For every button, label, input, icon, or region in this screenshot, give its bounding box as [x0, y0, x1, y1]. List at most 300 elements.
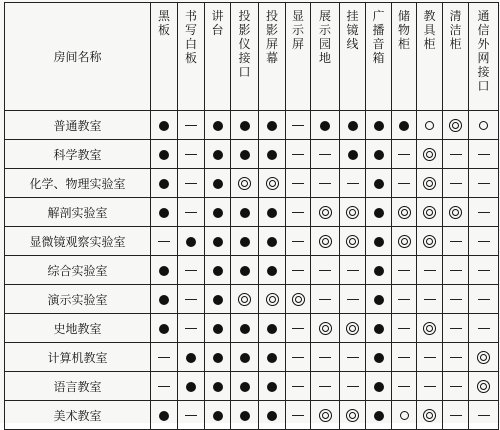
dash-mark-icon: [292, 154, 304, 155]
dash-mark-icon: [478, 183, 490, 184]
filled-mark-icon: [159, 179, 169, 189]
table-cell: [417, 227, 443, 256]
filled-mark-icon: [186, 382, 196, 392]
table-cell: [469, 285, 499, 314]
table-cell: [340, 401, 366, 430]
table-cell: [259, 314, 286, 343]
table-cell: [366, 111, 392, 140]
dash-mark-icon: [450, 386, 462, 387]
table-cell: [178, 256, 205, 285]
room-name: 化学、物理实验室: [5, 169, 151, 198]
double-mark-icon: [477, 380, 490, 393]
table-cell: [392, 343, 417, 372]
double-mark-icon: [449, 119, 462, 132]
dash-mark-icon: [450, 299, 462, 300]
dash-mark-icon: [478, 241, 490, 242]
table-row: [5, 372, 499, 401]
column-header: [366, 3, 392, 111]
dash-mark-icon: [158, 241, 170, 242]
table-cell: [151, 372, 178, 401]
table-cell: [259, 401, 286, 430]
table-cell: [311, 314, 340, 343]
table-cell: [178, 343, 205, 372]
dash-mark-icon: [185, 270, 197, 271]
filled-mark-icon: [267, 353, 277, 363]
dash-mark-icon: [185, 183, 197, 184]
dash-mark-icon: [398, 386, 410, 387]
table-row: [5, 111, 499, 140]
filled-mark-icon: [267, 324, 277, 334]
table-cell: [151, 140, 178, 169]
table-cell: [392, 227, 417, 256]
table-cell: [340, 227, 366, 256]
filled-mark-icon: [374, 179, 384, 189]
filled-mark-icon: [267, 121, 277, 131]
table-cell: [231, 285, 259, 314]
filled-mark-icon: [240, 121, 250, 131]
table-cell: [366, 314, 392, 343]
table-cell: [392, 372, 417, 401]
table-cell: [205, 343, 231, 372]
table-cell: [205, 169, 231, 198]
column-header: [311, 3, 340, 111]
table-cell: [340, 285, 366, 314]
filled-mark-icon: [399, 121, 409, 131]
table-cell: [469, 140, 499, 169]
filled-mark-icon: [240, 150, 250, 160]
double-mark-icon: [266, 177, 279, 190]
column-header-label: 显示屏: [291, 9, 304, 51]
table-cell: [231, 140, 259, 169]
filled-mark-icon: [374, 121, 384, 131]
dash-mark-icon: [478, 154, 490, 155]
room-name: 计算机教室: [5, 343, 151, 372]
filled-mark-icon: [159, 266, 169, 276]
double-mark-icon: [319, 322, 332, 335]
table-cell: [231, 198, 259, 227]
room-name: 史地教室: [5, 314, 151, 343]
table-cell: [392, 111, 417, 140]
table-row: [5, 198, 499, 227]
dash-mark-icon: [450, 183, 462, 184]
table-cell: [443, 227, 469, 256]
filled-mark-icon: [213, 353, 223, 363]
dash-mark-icon: [450, 415, 462, 416]
dash-mark-icon: [347, 357, 359, 358]
table-cell: [443, 372, 469, 401]
table-cell: [259, 169, 286, 198]
table-cell: [469, 111, 499, 140]
filled-mark-icon: [267, 208, 277, 218]
table-cell: [259, 227, 286, 256]
table-row: [5, 285, 499, 314]
filled-mark-icon: [267, 237, 277, 247]
table-cell: [231, 372, 259, 401]
table-cell: [311, 227, 340, 256]
filled-mark-icon: [213, 179, 223, 189]
table-row: [5, 256, 499, 285]
dash-mark-icon: [292, 241, 304, 242]
table-cell: [286, 140, 311, 169]
table-cell: [392, 198, 417, 227]
double-mark-icon: [266, 293, 279, 306]
table-cell: [417, 140, 443, 169]
double-mark-icon: [346, 322, 359, 335]
table-cell: [231, 314, 259, 343]
filled-mark-icon: [213, 237, 223, 247]
table-cell: [311, 372, 340, 401]
table-cell: [340, 372, 366, 401]
filled-mark-icon: [240, 237, 250, 247]
table-cell: [340, 314, 366, 343]
empty-mark-icon: [425, 121, 434, 130]
filled-mark-icon: [213, 208, 223, 218]
table-cell: [340, 169, 366, 198]
filled-mark-icon: [213, 295, 223, 305]
table-cell: [205, 314, 231, 343]
room-name: 普通教室: [5, 111, 151, 140]
dash-mark-icon: [292, 357, 304, 358]
table-cell: [469, 343, 499, 372]
table-cell: [311, 401, 340, 430]
column-header-label: 挂镜线: [346, 9, 359, 51]
table-cell: [469, 372, 499, 401]
column-header: [286, 3, 311, 111]
room-name: 综合实验室: [5, 256, 151, 285]
table-cell: [151, 285, 178, 314]
room-name: 美术教室: [5, 401, 151, 430]
column-header: [259, 3, 286, 111]
dash-mark-icon: [450, 241, 462, 242]
column-header-label: 投影屏幕: [265, 9, 278, 65]
table-cell: [417, 343, 443, 372]
table-cell: [417, 256, 443, 285]
room-name: 科学教室: [5, 140, 151, 169]
column-header: [151, 3, 178, 111]
table-cell: [417, 372, 443, 401]
table-cell: [286, 227, 311, 256]
column-header: [178, 3, 205, 111]
filled-mark-icon: [213, 150, 223, 160]
dash-mark-icon: [450, 154, 462, 155]
dash-mark-icon: [347, 386, 359, 387]
dash-mark-icon: [347, 270, 359, 271]
filled-mark-icon: [374, 353, 384, 363]
filled-mark-icon: [267, 411, 277, 421]
double-mark-icon: [423, 322, 436, 335]
double-mark-icon: [398, 235, 411, 248]
filled-mark-icon: [374, 324, 384, 334]
table-cell: [311, 111, 340, 140]
dash-mark-icon: [158, 357, 170, 358]
empty-mark-icon: [479, 121, 488, 130]
table-cell: [443, 343, 469, 372]
table-cell: [469, 314, 499, 343]
dash-mark-icon: [319, 154, 331, 155]
table-cell: [366, 198, 392, 227]
filled-mark-icon: [374, 150, 384, 160]
dash-mark-icon: [292, 386, 304, 387]
double-mark-icon: [423, 235, 436, 248]
column-header: [231, 3, 259, 111]
table-cell: [311, 169, 340, 198]
double-mark-icon: [319, 235, 332, 248]
filled-mark-icon: [267, 266, 277, 276]
table-cell: [340, 256, 366, 285]
table-cell: [259, 198, 286, 227]
dash-mark-icon: [185, 299, 197, 300]
table-cell: [205, 256, 231, 285]
table-cell: [286, 314, 311, 343]
table-cell: [151, 314, 178, 343]
table-row: [5, 343, 499, 372]
table-cell: [311, 285, 340, 314]
column-header: [340, 3, 366, 111]
room-name: 语言教室: [5, 372, 151, 401]
column-header: [469, 3, 499, 111]
double-mark-icon: [319, 409, 332, 422]
table-cell: [178, 285, 205, 314]
dash-mark-icon: [185, 328, 197, 329]
table-cell: [205, 227, 231, 256]
table-cell: [392, 140, 417, 169]
column-header: [443, 3, 469, 111]
dash-mark-icon: [450, 270, 462, 271]
dash-mark-icon: [292, 328, 304, 329]
table-cell: [178, 401, 205, 430]
dash-mark-icon: [292, 125, 304, 126]
table-cell: [205, 140, 231, 169]
dash-mark-icon: [398, 328, 410, 329]
table-cell: [443, 314, 469, 343]
room-name: 演示实验室: [5, 285, 151, 314]
filled-mark-icon: [159, 121, 169, 131]
table-cell: [311, 140, 340, 169]
dash-mark-icon: [185, 415, 197, 416]
column-header-label: 书写白板: [184, 9, 197, 65]
filled-mark-icon: [186, 237, 196, 247]
filled-mark-icon: [240, 382, 250, 392]
room-name: 解剖实验室: [5, 198, 151, 227]
table-cell: [259, 140, 286, 169]
column-header-label: 展示园地: [318, 9, 331, 65]
dash-mark-icon: [185, 154, 197, 155]
table-cell: [366, 285, 392, 314]
column-header-label: 讲台: [211, 9, 224, 37]
filled-mark-icon: [374, 237, 384, 247]
table-cell: [417, 169, 443, 198]
table-cell: [286, 198, 311, 227]
table-cell: [417, 285, 443, 314]
dash-mark-icon: [424, 299, 436, 300]
table-cell: [417, 111, 443, 140]
table-cell: [469, 227, 499, 256]
dash-mark-icon: [185, 125, 197, 126]
table-cell: [366, 401, 392, 430]
filled-mark-icon: [374, 266, 384, 276]
column-header-label: 清洁柜: [449, 9, 462, 51]
table-cell: [469, 198, 499, 227]
table-row: [5, 227, 499, 256]
column-header: [417, 3, 443, 111]
table-cell: [286, 256, 311, 285]
dash-mark-icon: [185, 212, 197, 213]
dash-mark-icon: [292, 415, 304, 416]
dash-mark-icon: [398, 183, 410, 184]
dash-mark-icon: [450, 328, 462, 329]
table-cell: [178, 314, 205, 343]
column-header-label: 广播音箱: [372, 9, 385, 65]
table-cell: [231, 343, 259, 372]
table-row: [5, 140, 499, 169]
table-cell: [151, 343, 178, 372]
table-cell: [469, 401, 499, 430]
table-cell: [443, 140, 469, 169]
table-cell: [392, 314, 417, 343]
table-cell: [366, 256, 392, 285]
table-cell: [286, 343, 311, 372]
table-cell: [392, 169, 417, 198]
table-cell: [151, 401, 178, 430]
filled-mark-icon: [240, 353, 250, 363]
filled-mark-icon: [186, 353, 196, 363]
filled-mark-icon: [159, 324, 169, 334]
table-cell: [443, 285, 469, 314]
table-cell: [178, 111, 205, 140]
filled-mark-icon: [267, 382, 277, 392]
table-cell: [151, 111, 178, 140]
dash-mark-icon: [292, 212, 304, 213]
double-mark-icon: [423, 206, 436, 219]
table-cell: [178, 227, 205, 256]
table-cell: [259, 285, 286, 314]
column-header-label: 黑板: [157, 9, 170, 37]
table-cell: [340, 111, 366, 140]
table-cell: [443, 256, 469, 285]
filled-mark-icon: [213, 382, 223, 392]
table-cell: [469, 256, 499, 285]
table-cell: [178, 198, 205, 227]
table-cell: [286, 285, 311, 314]
filled-mark-icon: [213, 121, 223, 131]
double-mark-icon: [292, 293, 305, 306]
table-cell: [366, 140, 392, 169]
table-cell: [417, 401, 443, 430]
table-cell: [259, 343, 286, 372]
table-cell: [259, 256, 286, 285]
filled-mark-icon: [374, 295, 384, 305]
table-cell: [178, 169, 205, 198]
dash-mark-icon: [398, 270, 410, 271]
filled-mark-icon: [159, 150, 169, 160]
table-cell: [205, 285, 231, 314]
dash-mark-icon: [319, 299, 331, 300]
row-name-header: 房间名称: [5, 3, 151, 111]
dash-mark-icon: [478, 299, 490, 300]
table-cell: [392, 401, 417, 430]
table-cell: [259, 372, 286, 401]
table-cell: [178, 140, 205, 169]
column-header-label: 教具柜: [423, 9, 436, 51]
table-cell: [417, 198, 443, 227]
table-cell: [340, 198, 366, 227]
room-equipment-table: [4, 2, 499, 430]
dash-mark-icon: [158, 386, 170, 387]
column-header-label: 储物柜: [397, 9, 410, 51]
table-cell: [417, 314, 443, 343]
filled-mark-icon: [240, 208, 250, 218]
table-cell: [178, 372, 205, 401]
dash-mark-icon: [398, 357, 410, 358]
table-cell: [443, 198, 469, 227]
table-cell: [205, 401, 231, 430]
double-mark-icon: [423, 409, 436, 422]
dash-mark-icon: [478, 270, 490, 271]
double-mark-icon: [477, 351, 490, 364]
dash-mark-icon: [292, 183, 304, 184]
dash-mark-icon: [398, 299, 410, 300]
dash-mark-icon: [319, 270, 331, 271]
table-cell: [286, 372, 311, 401]
table-cell: [151, 198, 178, 227]
dash-mark-icon: [347, 299, 359, 300]
double-mark-icon: [238, 293, 251, 306]
table-cell: [286, 111, 311, 140]
header-row: [5, 3, 499, 111]
dash-mark-icon: [319, 183, 331, 184]
table-cell: [392, 256, 417, 285]
dash-mark-icon: [478, 212, 490, 213]
filled-mark-icon: [320, 121, 330, 131]
filled-mark-icon: [213, 266, 223, 276]
table-cell: [231, 256, 259, 285]
table-cell: [286, 401, 311, 430]
double-mark-icon: [423, 177, 436, 190]
table-cell: [231, 401, 259, 430]
table-row: [5, 314, 499, 343]
table-cell: [366, 343, 392, 372]
double-mark-icon: [423, 148, 436, 161]
filled-mark-icon: [240, 266, 250, 276]
table-cell: [392, 285, 417, 314]
table-body: [5, 111, 499, 430]
dash-mark-icon: [319, 357, 331, 358]
dash-mark-icon: [347, 183, 359, 184]
column-header: [392, 3, 417, 111]
dash-mark-icon: [478, 415, 490, 416]
table-cell: [340, 343, 366, 372]
dash-mark-icon: [319, 386, 331, 387]
filled-mark-icon: [374, 411, 384, 421]
double-mark-icon: [346, 409, 359, 422]
dash-mark-icon: [478, 328, 490, 329]
filled-mark-icon: [240, 411, 250, 421]
filled-mark-icon: [213, 324, 223, 334]
table-cell: [366, 169, 392, 198]
filled-mark-icon: [267, 150, 277, 160]
empty-mark-icon: [400, 411, 409, 420]
filled-mark-icon: [213, 411, 223, 421]
table-cell: [366, 227, 392, 256]
table-cell: [205, 372, 231, 401]
table-cell: [205, 198, 231, 227]
table-cell: [443, 401, 469, 430]
table-cell: [231, 111, 259, 140]
column-header: [205, 3, 231, 111]
table-cell: [340, 140, 366, 169]
filled-mark-icon: [240, 324, 250, 334]
dash-mark-icon: [398, 154, 410, 155]
